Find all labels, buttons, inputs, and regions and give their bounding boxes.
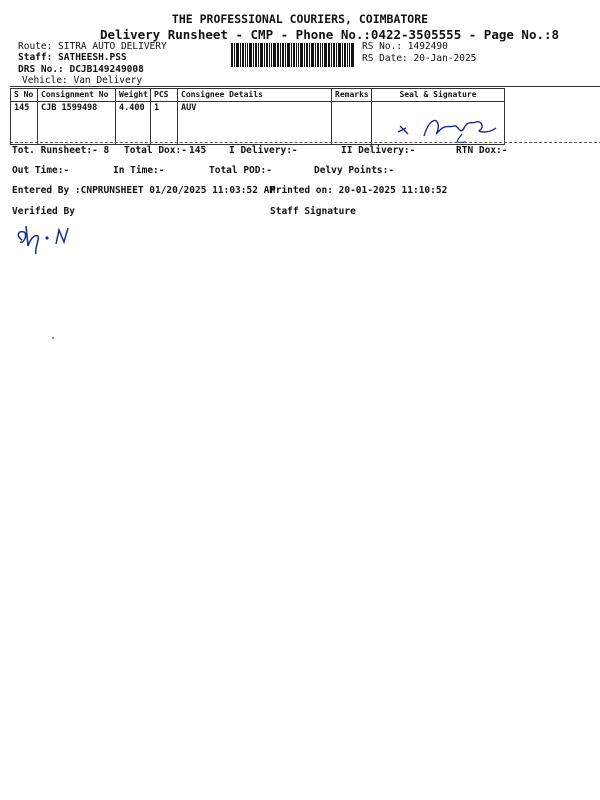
vehicle-label: Vehicle: Van Delivery (22, 75, 143, 86)
speck-mark (52, 337, 54, 339)
table-bottom-divider (10, 142, 600, 143)
consignee-signature (392, 110, 502, 146)
i-delivery: I Delivery:- (229, 145, 298, 156)
printed-on: Printed on: 20-01-2025 11:10:52 (270, 185, 448, 196)
total-dox-label: Total Dox:- (124, 145, 187, 156)
col-consignee-header: Consignee Details (178, 89, 332, 102)
header-divider (10, 86, 600, 87)
entered-by: Entered By :CNPRUNSHEET 01/20/2025 11:03:52 AM (12, 185, 276, 196)
table-header-row (11, 89, 505, 102)
cell-remarks (332, 102, 372, 145)
cell-pcs: 1 (151, 102, 178, 145)
col-pcs-header: PCS (151, 89, 178, 102)
barcode-image (231, 43, 355, 67)
route-label: Route: SITRA AUTO DELIVERY (18, 41, 167, 52)
total-pod: Total POD:- (209, 165, 272, 176)
col-remarks-header: Remarks (332, 89, 372, 102)
runsheet-subtitle: Delivery Runsheet - CMP - Phone No.:0422-3505555 - Page No.:8 (100, 27, 560, 42)
rs-date: RS Date: 20-Jan-2025 (362, 53, 477, 64)
cell-consignment: CJB 1599498 (38, 102, 116, 145)
verifier-signature (12, 220, 82, 256)
col-weight-header: Weight (116, 89, 151, 102)
cell-sno: 145 (11, 102, 38, 145)
verified-by: Verified By (12, 206, 75, 217)
in-time: In Time:- (113, 165, 165, 176)
drs-number: DRS No.: DCJB149249008 (18, 64, 144, 75)
total-dox-value: 145 (189, 145, 207, 156)
col-consignment-header: Consignment No (38, 89, 116, 102)
staff-signature-label: Staff Signature (270, 206, 356, 217)
delvy-points: Delvy Points:- (314, 165, 395, 176)
tot-runsheet: Tot. Runsheet:- 8 (12, 145, 110, 156)
rs-number: RS No.: 1492490 (362, 41, 448, 52)
cell-consignee: AUV (178, 102, 332, 145)
staff-label: Staff: SATHEESH.PSS (18, 52, 127, 63)
ii-delivery: II Delivery:- (341, 145, 416, 156)
col-sno-header: S No (11, 89, 38, 102)
out-time: Out Time:- (12, 165, 70, 176)
company-title: THE PROFESSIONAL COURIERS, COIMBATORE (171, 12, 429, 26)
rtn-dox: RTN Dox:- (456, 145, 508, 156)
cell-weight: 4.400 (116, 102, 151, 145)
col-seal-header: Seal & Signature (372, 89, 505, 102)
